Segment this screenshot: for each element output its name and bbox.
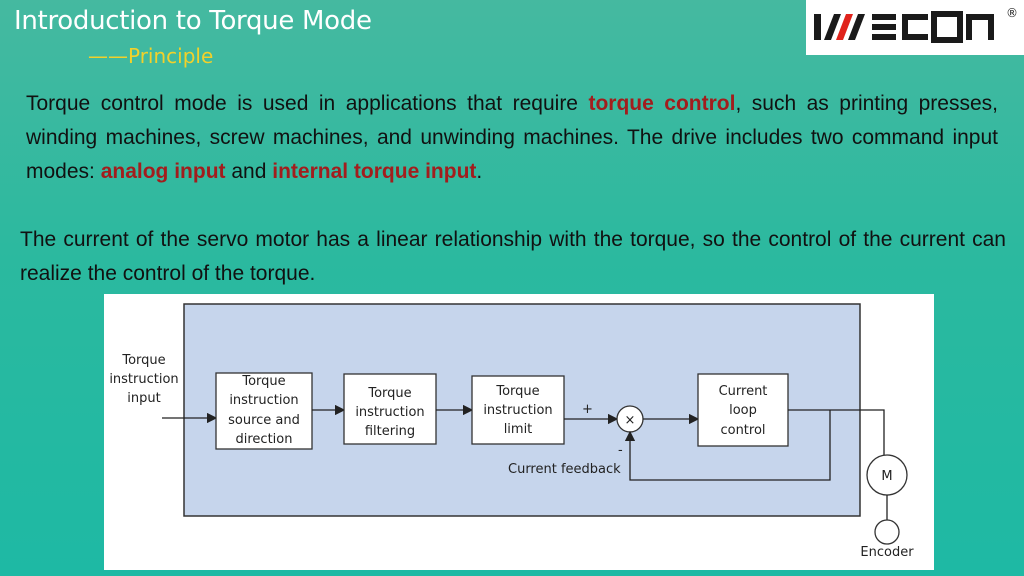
intro-paragraph	[26, 87, 998, 189]
input-label-line: input	[127, 391, 161, 406]
highlight-analog-input: analog input	[100, 160, 226, 183]
input-label-line: Torque	[122, 353, 166, 368]
paragraph-text: Torque control mode is used in applications that require	[26, 92, 589, 115]
block-label-line: limit	[503, 422, 533, 437]
minus-sign: -	[618, 443, 623, 458]
highlight-torque-control: torque control	[588, 92, 736, 115]
slide-subtitle: ——Principle	[88, 44, 214, 68]
block-label-line: source and	[228, 413, 300, 428]
paragraph-text: .	[476, 160, 483, 183]
current-paragraph: The current of the servo motor has a linear relationship with the torque, so the control of the current can realize the control of the torque.	[20, 228, 1006, 285]
block-label-line: loop	[729, 403, 757, 418]
slide-title: Introduction to Torque Mode	[14, 6, 372, 36]
encoder-label: Encoder	[860, 545, 914, 560]
block-label-line: Torque	[368, 386, 412, 401]
paragraph-text: , such as printing presses, winding machines, screw machines, and unwinding machines. The drive includes two command input modes:	[26, 92, 998, 183]
summing-symbol: ×	[624, 413, 636, 428]
block-label-line: Current	[718, 384, 768, 399]
feedback-label: Current feedback	[508, 462, 621, 477]
torque-control-diagram	[104, 294, 934, 570]
wecon-logo-icon	[810, 4, 1000, 50]
highlight-internal-torque-input: internal torque input	[272, 160, 477, 183]
motor-label: M	[881, 469, 893, 484]
block-label-line: Torque	[242, 374, 286, 389]
block-label-line: instruction	[483, 403, 553, 418]
block-label-line: instruction	[229, 393, 299, 408]
block-label-line: control	[720, 423, 766, 438]
input-label-line: instruction	[109, 372, 179, 387]
wecon-logo	[806, 0, 1024, 55]
block-label-line: Torque	[496, 384, 540, 399]
block-label-line: filtering	[364, 424, 416, 439]
paragraph-text: and	[225, 160, 273, 183]
plus-sign: +	[582, 402, 593, 417]
block-label-line: instruction	[355, 405, 425, 420]
encoder	[875, 520, 899, 544]
block-diagram-svg	[104, 294, 934, 570]
registered-mark: ®	[1006, 6, 1018, 20]
block-label-line: direction	[235, 432, 293, 447]
